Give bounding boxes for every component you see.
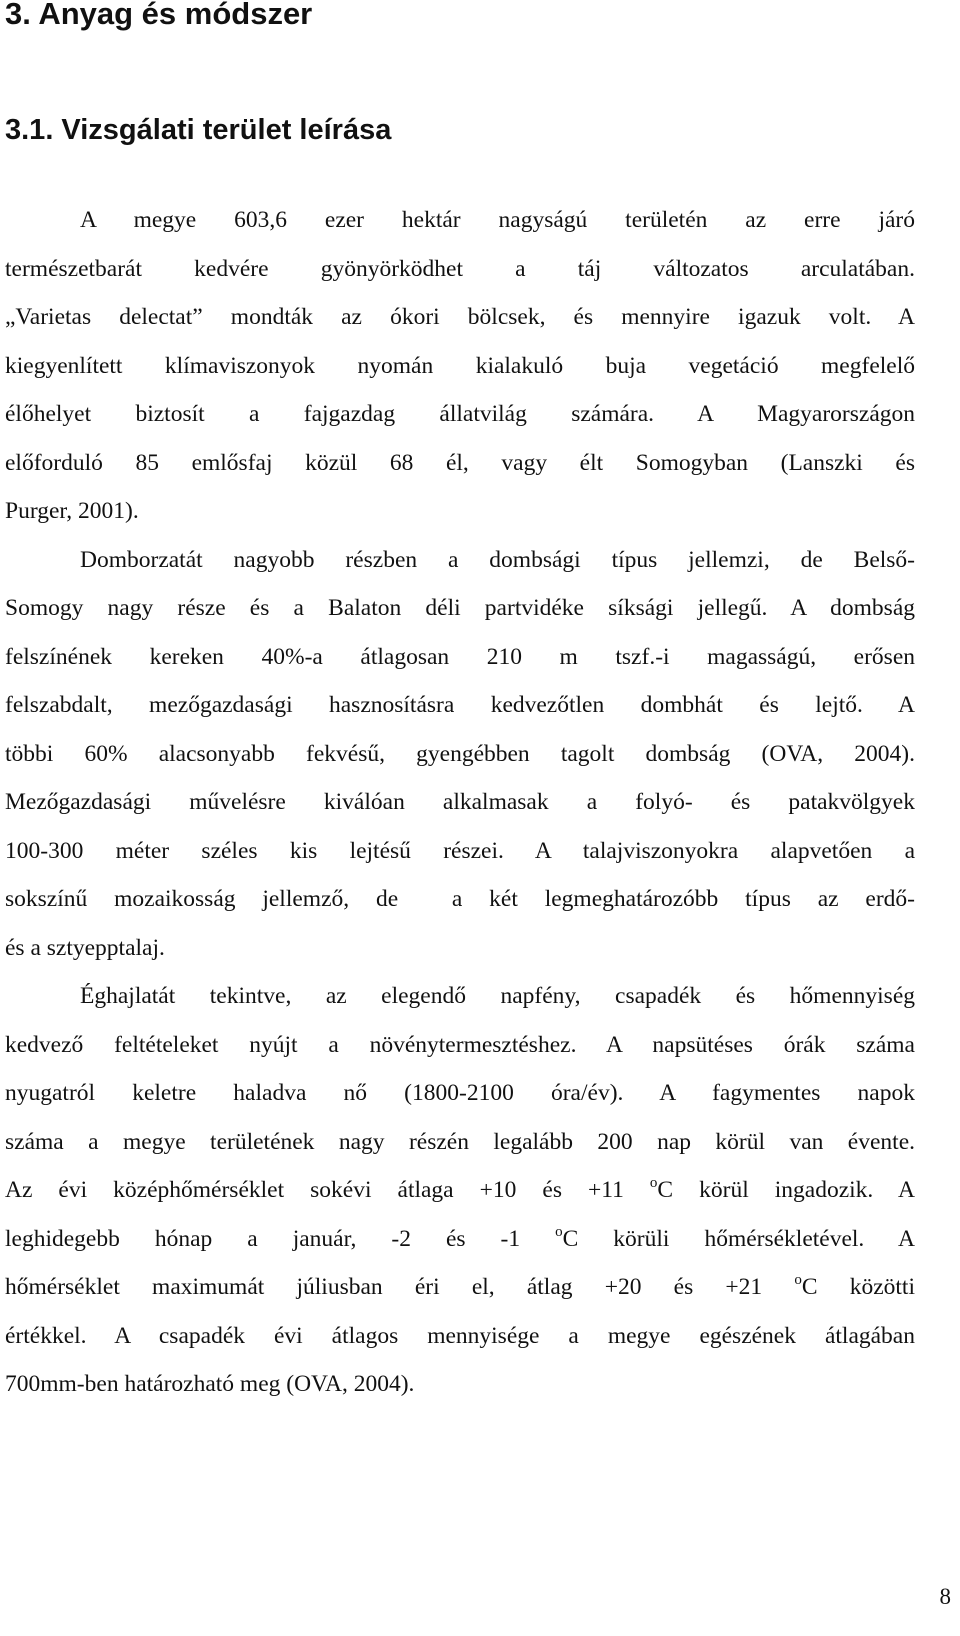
paragraph-county-area <box>5 196 915 536</box>
text-segment: leghidegebb hónap a január, -2 és -1 <box>5 1225 556 1252</box>
text-line: élőhelyet biztosít a fajgazdag állatvilág számára. A Magyarországon <box>5 401 915 427</box>
text-line-temperature-min <box>5 1215 915 1264</box>
text-line: „Varietas delectat” mondták az ókori bölcsek, és mennyire igazuk volt. A <box>5 304 915 330</box>
text-line: kiegyenlített klímaviszonyok nyomán kialakuló buja vegetáció megfelelő <box>5 352 915 379</box>
text-line: Purger, 2001). <box>5 498 139 524</box>
degree-superscript: o <box>649 1175 658 1191</box>
text-line: többi 60% alacsonyabb fekvésű, gyengébben tagolt dombság (OVA, 2004). <box>5 740 915 767</box>
text-segment: hőmérséklet maximumát júliusban éri el, átlag +20 és +21 <box>5 1274 795 1300</box>
text-line: előforduló 85 emlősfaj közül 68 él, vagy élt Somogyban (Lanszki és <box>5 449 915 476</box>
text-line-temperature-max <box>5 1263 915 1312</box>
text-line: A megye 603,6 ezer hektár nagyságú területén az erre járó <box>80 207 915 233</box>
text-segment: C közötti <box>801 1274 915 1300</box>
text-line-temperature-average <box>5 1166 915 1215</box>
body-text <box>5 196 915 1409</box>
text-line: felszabdalt, mezőgazdasági hasznosításra kedvezőtlen dombhát és lejtő. A <box>5 692 915 718</box>
text-line: 100-300 méter széles kis lejtésű részei. A talajviszonyokra alapvetően a <box>5 837 915 864</box>
text-line: természetbarát kedvére gyönyörködhet a táj változatos arculatában. <box>5 255 915 282</box>
text-line: Somogy nagy része és a Balaton déli partvidéke síksági jellegű. A dombság <box>5 595 915 621</box>
chapter-title: 3. Anyag és módszer <box>5 0 313 31</box>
text-segment: Az évi középhőmérséklet sokévi átlaga +10 és +11 <box>5 1177 650 1203</box>
text-line: 700mm-ben határozható meg (OVA, 2004). <box>5 1371 415 1397</box>
text-line: értékkel. A csapadék évi átlagos mennyisége a megye egészének átlagában <box>5 1322 915 1349</box>
text-line: kedvező feltételeket nyújt a növénytermesztéshez. A napsütéses órák száma <box>5 1031 915 1058</box>
degree-superscript: o <box>555 1223 563 1240</box>
text-segment: C körüli hőmérsékletével. A <box>562 1225 915 1252</box>
text-line: Domborzatát nagyobb részben a dombsági típus jellemzi, de Belső- <box>80 546 915 573</box>
paragraph-relief <box>5 536 915 973</box>
text-line: Mezőgazdasági művelésre kiválóan alkalmasak a folyó- és patakvölgyek <box>5 789 915 815</box>
page-number: 8 <box>939 1584 951 1609</box>
paragraph-climate <box>5 972 915 1409</box>
text-line: és a sztyepptalaj. <box>5 934 165 961</box>
text-line: nyugatról keletre haladva nő (1800-2100 óra/év). A fagymentes napok <box>5 1080 915 1106</box>
text-line: felszínének kereken 40%-a átlagosan 210 m tszf.-i magasságú, erősen <box>5 643 915 670</box>
section-title: 3.1. Vizsgálati terület leírása <box>5 114 392 146</box>
text-line: száma a megye területének nagy részén legalább 200 nap körül van évente. <box>5 1128 915 1155</box>
text-segment: C körül ingadozik. A <box>657 1177 915 1203</box>
text-line: sokszínű mozaikosság jellemző, de a két legmeghatározóbb típus az erdő- <box>5 886 915 912</box>
text-line: Éghajlatát tekintve, az elegendő napfény, csapadék és hőmennyiség <box>80 983 915 1009</box>
degree-superscript: o <box>794 1272 802 1288</box>
